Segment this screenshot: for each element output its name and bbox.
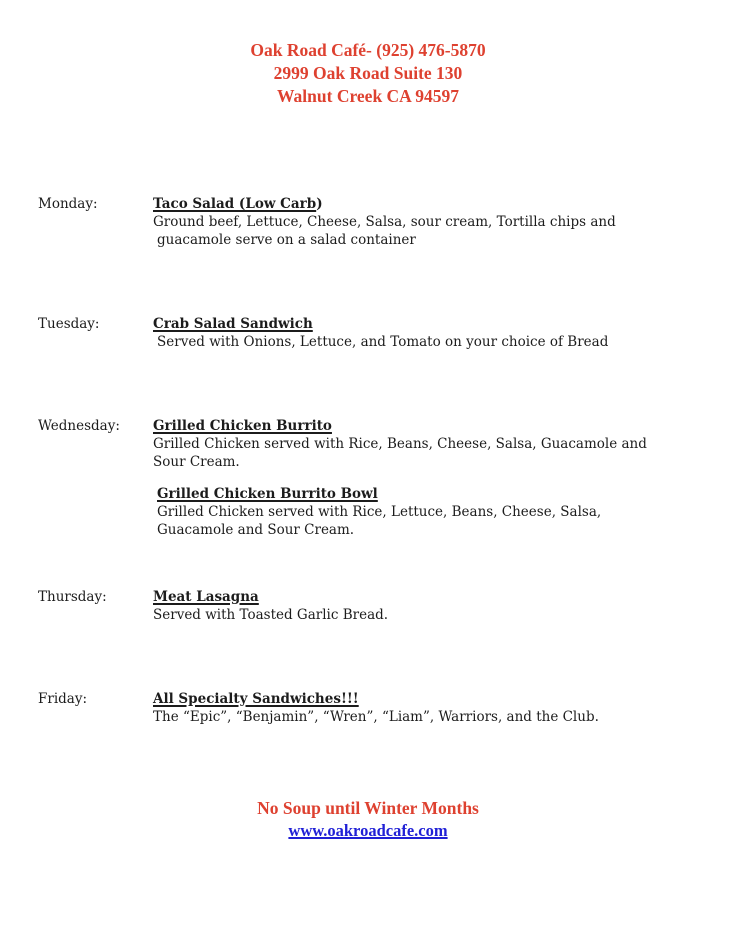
item-title-underlined: Crab Salad Sandwich bbox=[153, 316, 313, 332]
website-link[interactable]: www.oakroadcafe.com bbox=[288, 821, 448, 840]
day-content-friday bbox=[153, 690, 599, 726]
day-content-wednesday bbox=[153, 417, 647, 539]
item-description-line: Grilled Chicken served with Rice, Beans, Cheese, Salsa, Guacamole and bbox=[153, 436, 647, 452]
item-description-line: Ground beef, Lettuce, Cheese, Salsa, sour cream, Tortilla chips and bbox=[153, 214, 616, 230]
soup-notice: No Soup until Winter Months bbox=[257, 798, 479, 818]
day-label-monday: Monday: bbox=[38, 196, 98, 212]
day-content-monday bbox=[153, 195, 616, 249]
item-description-line: Grilled Chicken served with Rice, Lettuce, Beans, Cheese, Salsa, bbox=[157, 504, 602, 520]
day-content-tuesday bbox=[153, 315, 608, 351]
item-description-line: Sour Cream. bbox=[153, 454, 240, 470]
restaurant-address: 2999 Oak Road Suite 130 bbox=[273, 63, 463, 83]
item-description-line: Guacamole and Sour Cream. bbox=[157, 522, 355, 538]
item-title-underlined: Taco Salad (Low Carb bbox=[153, 196, 317, 212]
menu-item bbox=[153, 588, 388, 624]
menu-item bbox=[153, 417, 647, 471]
item-title-suffix: ) bbox=[316, 196, 323, 212]
item-description-line: The “Epic”, “Benjamin”, “Wren”, “Liam”, Warriors, and the Club. bbox=[153, 709, 599, 725]
day-label-thursday: Thursday: bbox=[38, 589, 107, 605]
item-title bbox=[153, 417, 647, 435]
item-description-line: Served with Onions, Lettuce, and Tomato on your choice of Bread bbox=[157, 334, 609, 350]
restaurant-name-phone: Oak Road Café- (925) 476-5870 bbox=[250, 40, 486, 60]
restaurant-header bbox=[0, 39, 736, 108]
day-label-wednesday: Wednesday: bbox=[38, 418, 120, 434]
day-content-thursday bbox=[153, 588, 388, 624]
menu-item bbox=[153, 690, 599, 726]
item-title bbox=[153, 195, 616, 213]
item-title-underlined: All Specialty Sandwiches!!! bbox=[153, 691, 359, 707]
website-row bbox=[0, 821, 736, 841]
day-label-friday: Friday: bbox=[38, 691, 88, 707]
item-title-underlined: Grilled Chicken Burrito Bowl bbox=[157, 486, 378, 502]
item-title bbox=[153, 315, 608, 333]
item-title bbox=[153, 588, 388, 606]
menu-item bbox=[153, 485, 647, 539]
item-title bbox=[157, 485, 647, 503]
menu-item bbox=[153, 195, 616, 249]
day-label-tuesday: Tuesday: bbox=[38, 316, 100, 332]
item-title-underlined: Meat Lasagna bbox=[153, 589, 259, 605]
item-title-underlined: Grilled Chicken Burrito bbox=[153, 418, 332, 434]
item-description-line: guacamole serve on a salad container bbox=[157, 232, 416, 248]
menu-item bbox=[153, 315, 608, 351]
restaurant-city-state-zip: Walnut Creek CA 94597 bbox=[277, 86, 459, 106]
item-title bbox=[153, 690, 599, 708]
item-description-line: Served with Toasted Garlic Bread. bbox=[153, 607, 389, 623]
